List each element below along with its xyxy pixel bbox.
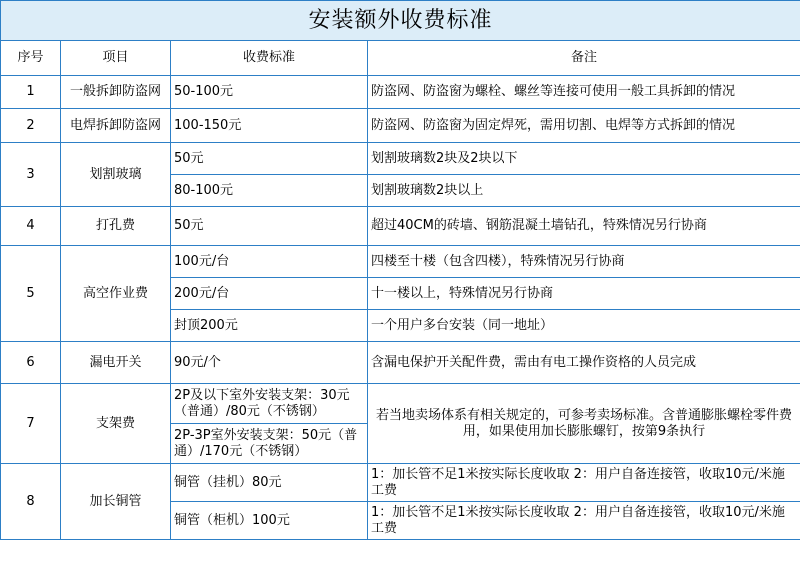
- row-item: 打孔费: [61, 207, 171, 246]
- row-note: 防盗网、防盗窗为固定焊死，需用切割、电焊等方式拆卸的情况: [368, 109, 800, 143]
- row-no: 4: [1, 207, 61, 246]
- row-fee: 50元: [171, 207, 368, 246]
- table-row: [1, 109, 800, 143]
- row-note: 一个用户多台安装（同一地址）: [368, 310, 800, 342]
- table-row: [1, 76, 800, 109]
- table-row: [1, 384, 800, 424]
- row-note: 1：加长管不足1米按实际长度收取 2：用户自备连接管，收取10元/米施工费: [368, 502, 800, 540]
- table-row: [1, 464, 800, 502]
- row-fee: 200元/台: [171, 278, 368, 310]
- table-title: 安装额外收费标准: [1, 1, 800, 41]
- row-fee: 80-100元: [171, 175, 368, 207]
- row-item: 高空作业费: [61, 246, 171, 342]
- header-note: 备注: [368, 41, 800, 76]
- row-fee: 铜管（挂机）80元: [171, 464, 368, 502]
- row-no: 6: [1, 342, 61, 384]
- row-no: 7: [1, 384, 61, 464]
- row-no: 5: [1, 246, 61, 342]
- table-row: [1, 342, 800, 384]
- row-no: 1: [1, 76, 61, 109]
- row-item: 漏电开关: [61, 342, 171, 384]
- row-note: 十一楼以上，特殊情况另行协商: [368, 278, 800, 310]
- row-note: 超过40CM的砖墙、钢筋混凝土墙钻孔，特殊情况另行协商: [368, 207, 800, 246]
- row-note: 防盗网、防盗窗为螺栓、螺丝等连接可使用一般工具拆卸的情况: [368, 76, 800, 109]
- row-note: 含漏电保护开关配件费，需由有电工操作资格的人员完成: [368, 342, 800, 384]
- row-fee: 2P及以下室外安装支架：30元（普通）/80元（不锈钢）: [171, 384, 368, 424]
- row-note: 划割玻璃数2块以上: [368, 175, 800, 207]
- row-fee: 2P-3P室外安装支架：50元（普通）/170元（不锈钢）: [171, 424, 368, 464]
- row-item: 一般拆卸防盗网: [61, 76, 171, 109]
- row-item: 电焊拆卸防盗网: [61, 109, 171, 143]
- row-fee: 50-100元: [171, 76, 368, 109]
- table-row: [1, 207, 800, 246]
- header-fee: 收费标准: [171, 41, 368, 76]
- row-note: 四楼至十楼（包含四楼），特殊情况另行协商: [368, 246, 800, 278]
- row-item: 加长铜管: [61, 464, 171, 540]
- row-note: 划割玻璃数2块及2块以下: [368, 143, 800, 175]
- row-item: 支架费: [61, 384, 171, 464]
- row-no: 2: [1, 109, 61, 143]
- table-row: [1, 246, 800, 278]
- row-fee: 铜管（柜机）100元: [171, 502, 368, 540]
- table-row: [1, 143, 800, 175]
- row-fee: 50元: [171, 143, 368, 175]
- row-fee: 100元/台: [171, 246, 368, 278]
- row-note: 若当地卖场体系有相关规定的，可参考卖场标准。含普通膨胀螺栓零件费用，如果使用加长膨胀螺钉，按第9条执行: [368, 384, 800, 464]
- header-item: 项目: [61, 41, 171, 76]
- row-fee: 封顶200元: [171, 310, 368, 342]
- header-row: [1, 41, 800, 76]
- row-note: 1：加长管不足1米按实际长度收取 2：用户自备连接管，收取10元/米施工费: [368, 464, 800, 502]
- row-fee: 100-150元: [171, 109, 368, 143]
- header-no: 序号: [1, 41, 61, 76]
- row-item: 划割玻璃: [61, 143, 171, 207]
- row-no: 8: [1, 464, 61, 540]
- row-fee: 90元/个: [171, 342, 368, 384]
- row-no: 3: [1, 143, 61, 207]
